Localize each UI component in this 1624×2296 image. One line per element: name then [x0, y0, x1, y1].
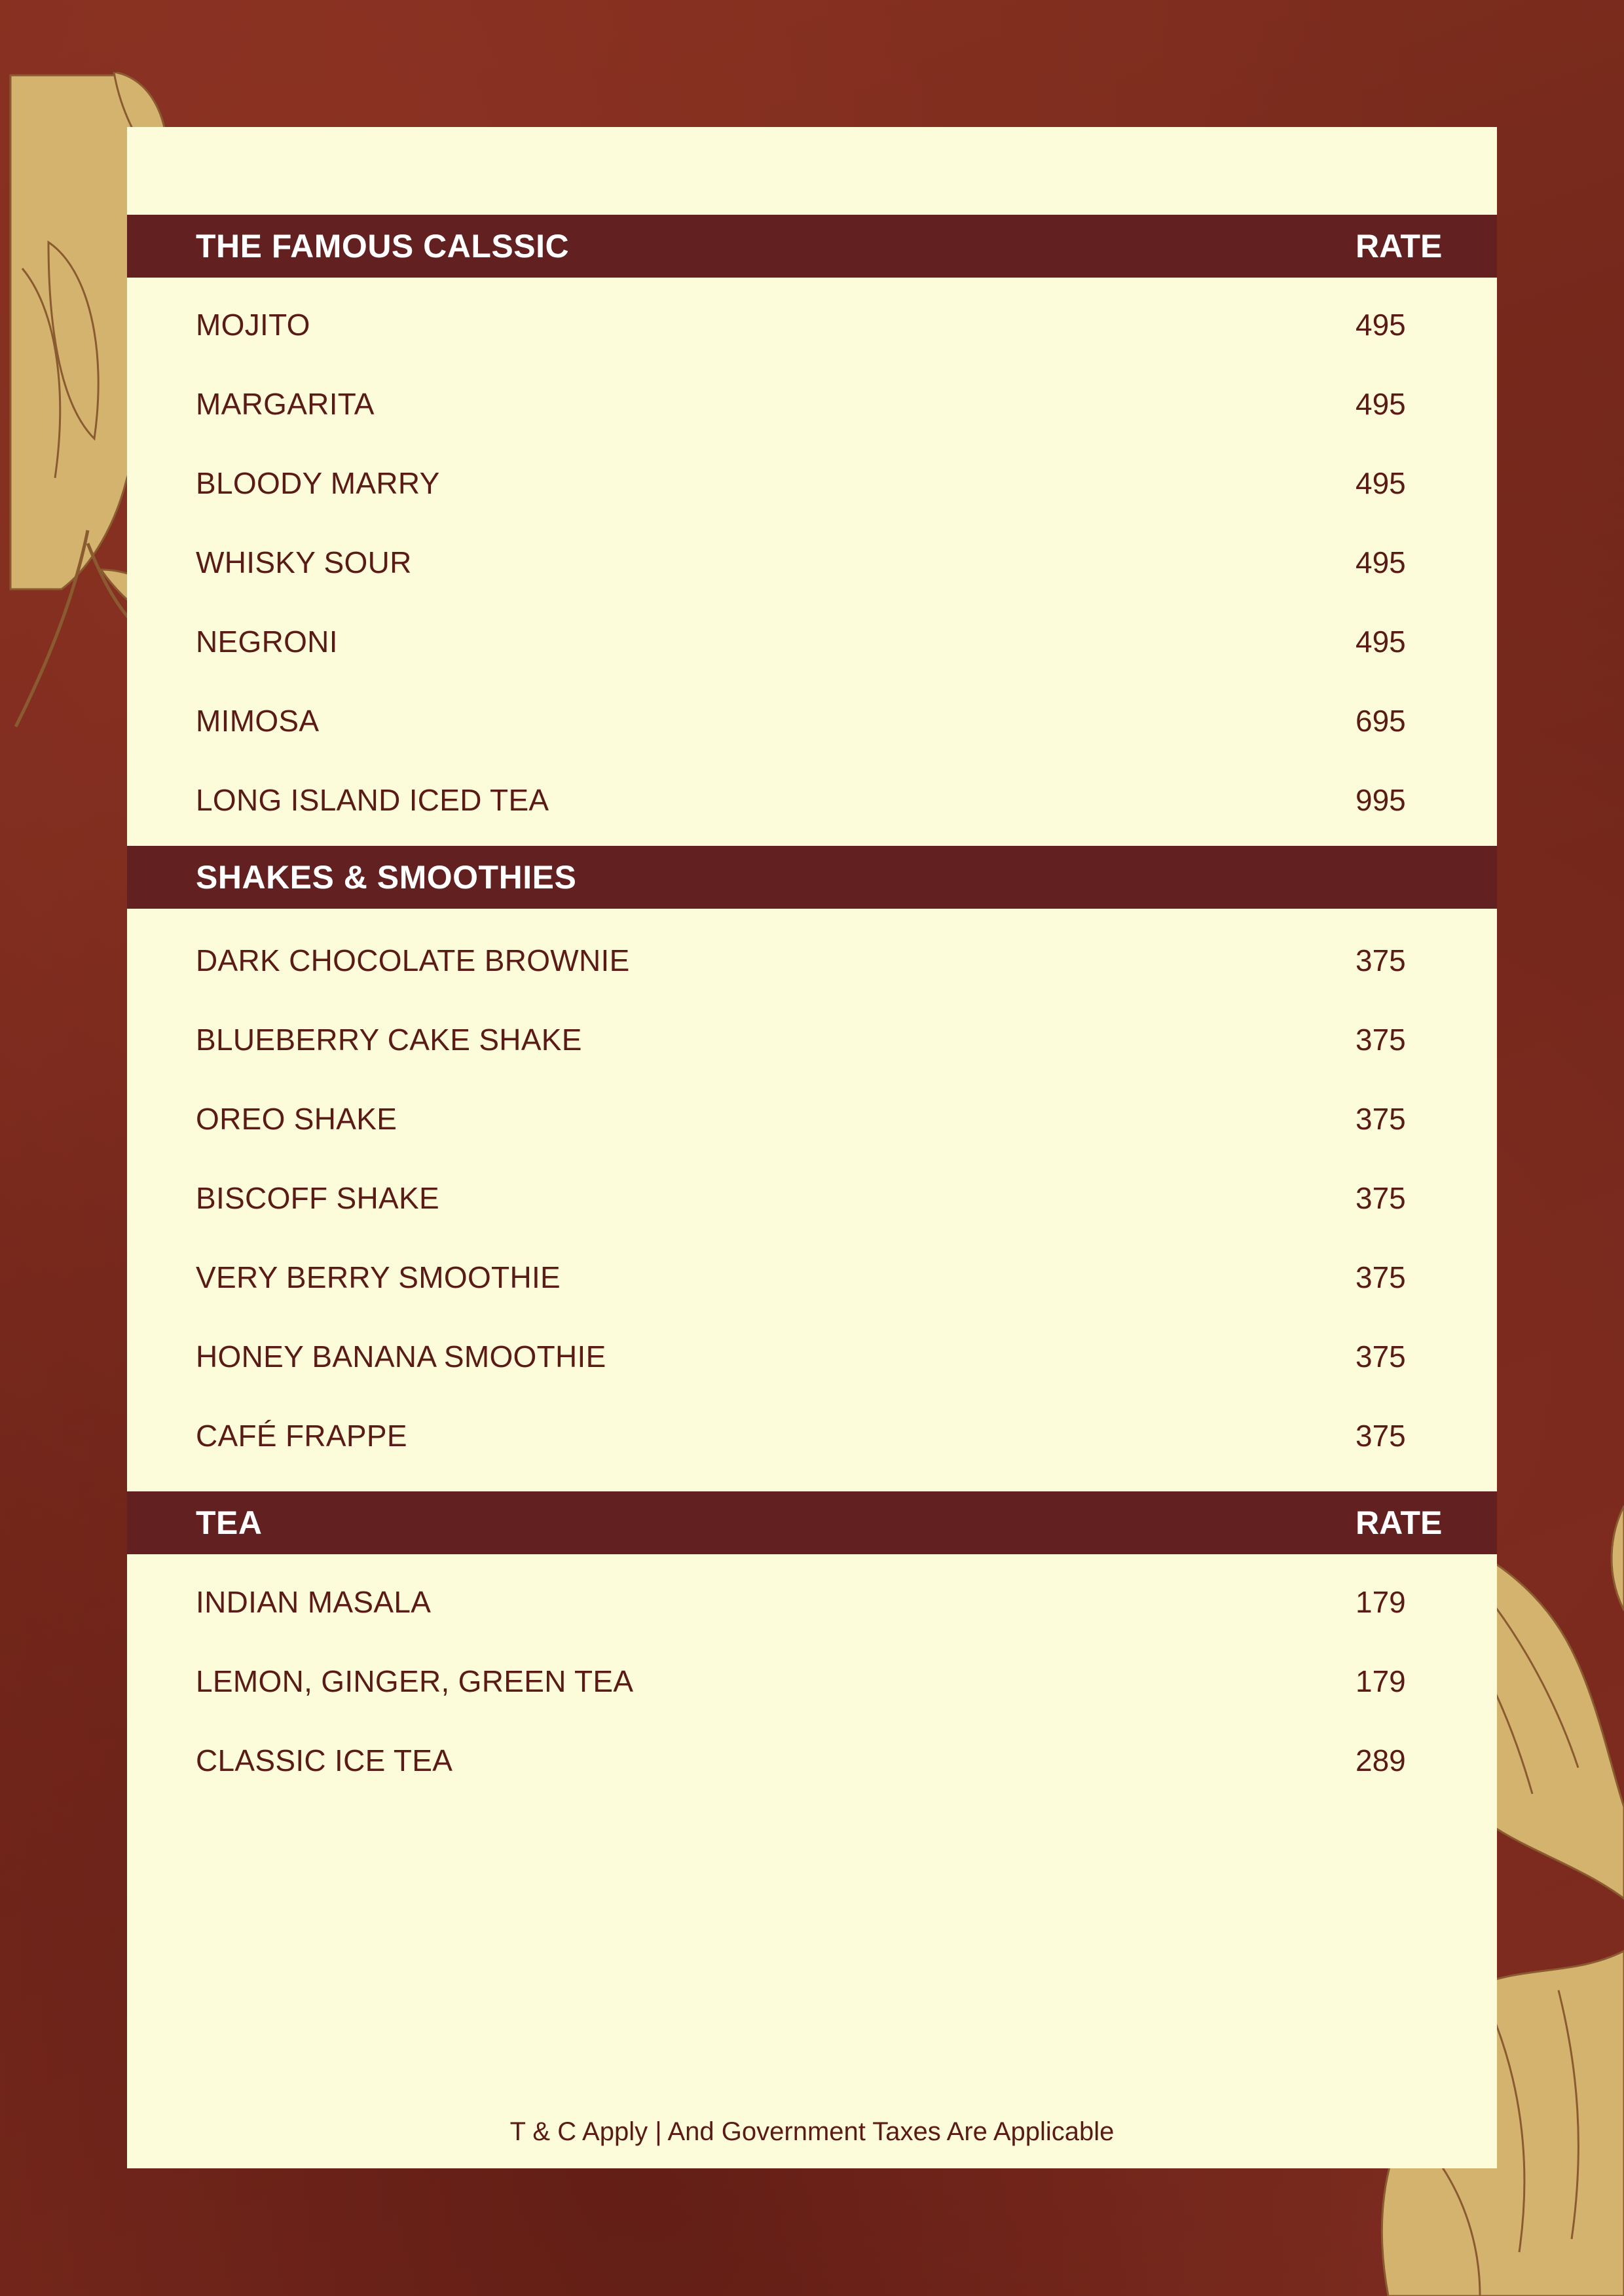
item-name: OREO SHAKE — [196, 1102, 397, 1136]
item-name: CAFÉ FRAPPE — [196, 1419, 407, 1453]
item-price: 375 — [1356, 1260, 1406, 1294]
section-title: SHAKES & SMOOTHIES — [196, 859, 577, 896]
menu-item-row — [127, 1248, 1497, 1307]
item-price: 495 — [1356, 308, 1406, 342]
item-price: 179 — [1356, 1585, 1406, 1619]
item-name: CLASSIC ICE TEA — [196, 1743, 453, 1777]
item-name: BLUEBERRY CAKE SHAKE — [196, 1023, 582, 1057]
menu-item-row — [127, 1010, 1497, 1069]
item-name: MARGARITA — [196, 387, 375, 421]
menu-item-row — [127, 612, 1497, 671]
item-price: 495 — [1356, 625, 1406, 659]
item-name: MIMOSA — [196, 704, 320, 738]
item-price: 495 — [1356, 387, 1406, 421]
menu-item-row — [127, 454, 1497, 513]
item-name: HONEY BANANA SMOOTHIE — [196, 1339, 606, 1374]
item-price: 495 — [1356, 466, 1406, 500]
rate-column-label: RATE — [1356, 228, 1443, 264]
item-price: 695 — [1356, 704, 1406, 738]
item-price: 375 — [1356, 1023, 1406, 1057]
item-price: 375 — [1356, 1339, 1406, 1374]
section-title: THE FAMOUS CALSSIC — [196, 228, 570, 264]
menu-item-row — [127, 1327, 1497, 1386]
footer-terms-note: T & C Apply | And Government Taxes Are Applicable — [509, 2117, 1115, 2146]
item-name: MOJITO — [196, 308, 310, 342]
section-title: TEA — [196, 1504, 263, 1541]
menu-item-row — [127, 374, 1497, 433]
menu-item-row — [127, 931, 1497, 990]
menu-item-row — [127, 1731, 1497, 1790]
item-name: INDIAN MASALA — [196, 1585, 432, 1619]
menu-item-row — [127, 1406, 1497, 1465]
section-header-classics — [127, 215, 1497, 278]
item-name: DARK CHOCOLATE BROWNIE — [196, 943, 630, 977]
menu-item-row — [127, 1089, 1497, 1148]
menu-item-row — [127, 1573, 1497, 1631]
item-price: 375 — [1356, 1181, 1406, 1215]
item-name: LONG ISLAND ICED TEA — [196, 783, 549, 817]
menu-item-row — [127, 1169, 1497, 1228]
section-header-shakes — [127, 846, 1497, 909]
rate-column-label: RATE — [1356, 1504, 1443, 1541]
item-price: 375 — [1356, 1102, 1406, 1136]
item-price: 495 — [1356, 545, 1406, 579]
item-name: BLOODY MARRY — [196, 466, 440, 500]
menu-item-row — [127, 295, 1497, 354]
item-name: NEGRONI — [196, 625, 338, 659]
item-price: 289 — [1356, 1743, 1406, 1777]
item-name: BISCOFF SHAKE — [196, 1181, 439, 1215]
menu-item-row — [127, 1652, 1497, 1711]
menu-item-row — [127, 771, 1497, 829]
item-price: 375 — [1356, 943, 1406, 977]
menu-item-row — [127, 691, 1497, 750]
menu-panel — [127, 127, 1497, 2168]
item-price: 375 — [1356, 1419, 1406, 1453]
item-name: VERY BERRY SMOOTHIE — [196, 1260, 561, 1294]
section-header-tea — [127, 1491, 1497, 1554]
item-name: WHISKY SOUR — [196, 545, 412, 579]
menu-item-row — [127, 533, 1497, 592]
item-price: 179 — [1356, 1664, 1406, 1698]
item-name: LEMON, GINGER, GREEN TEA — [196, 1664, 634, 1698]
item-price: 995 — [1356, 783, 1406, 817]
